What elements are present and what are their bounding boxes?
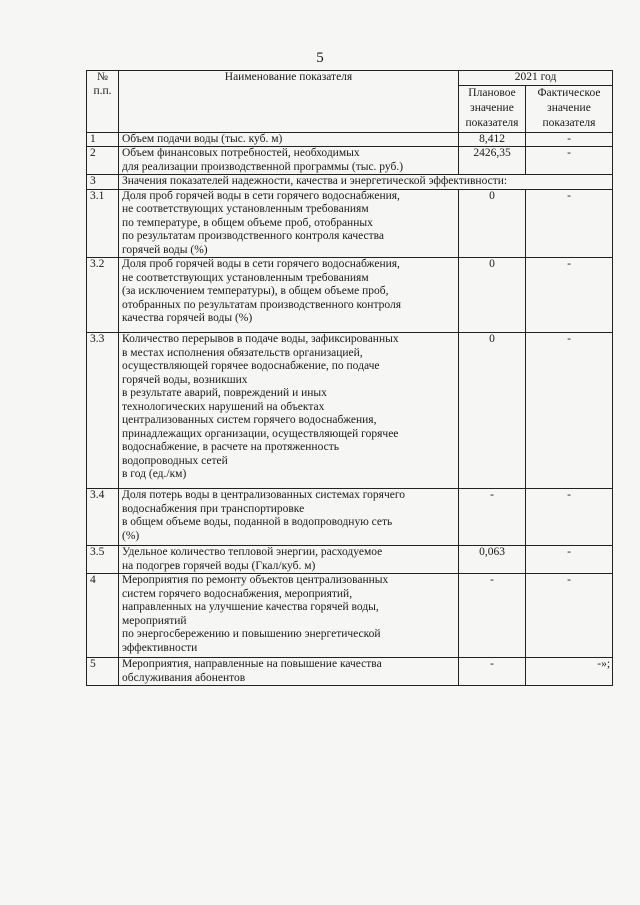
table-row	[87, 132, 613, 147]
row-indicator-name: Объем подачи воды (тыс. куб. м)	[119, 132, 459, 147]
row-number: 3.3	[87, 333, 119, 489]
row-number: 3	[87, 175, 119, 190]
row-number: 4	[87, 574, 119, 658]
row-planned-value: 0	[459, 258, 526, 333]
row-indicator-name: Доля потерь воды в централизованных системах горячего водоснабжения при транспортировке в общем объеме воды, поданной в водопроводную сеть (%)	[119, 489, 459, 546]
row-actual-value: -	[526, 333, 613, 489]
header-num: № п.п.	[87, 71, 119, 133]
row-actual-value: -»;	[526, 658, 613, 686]
table-row	[87, 258, 613, 333]
row-actual-value: -	[526, 546, 613, 574]
row-number: 3.5	[87, 546, 119, 574]
row-indicator-name: Мероприятия, направленные на повышение качества обслуживания абонентов	[119, 658, 459, 686]
row-indicator-name: Удельное количество тепловой энергии, расходуемое на подогрев горячей воды (Гкал/куб. м)	[119, 546, 459, 574]
header-name: Наименование показателя	[119, 71, 459, 133]
row-indicator-name: Объем финансовых потребностей, необходимых для реализации производственной программы (тыс. руб.)	[119, 147, 459, 175]
header-year: 2021 год	[459, 71, 613, 86]
row-indicator-name: Доля проб горячей воды в сети горячего водоснабжения, не соответствующих установленным требованиям (за исключением температуры), в общем объеме проб, отобранных по результатам производственного контроля качества горячей воды (%)	[119, 258, 459, 333]
row-number: 2	[87, 147, 119, 175]
row-planned-value: 0	[459, 333, 526, 489]
header-planned: Плановое значение показателя	[459, 85, 526, 132]
row-planned-value: -	[459, 489, 526, 546]
indicators-table	[86, 70, 613, 686]
row-number: 3.4	[87, 489, 119, 546]
row-indicator-name: Количество перерывов в подаче воды, зафиксированных в местах исполнения обязательств организацией, осуществляющей горячее водоснабжение, по подаче горячей воды, возникших в результате аварий, повреждений и иных технологических нарушений на объектах централизованных систем горячего водоснабжения, принадлежащих организации, осуществляющей горячее водоснабжение, в расчете на протяженность водопроводных сетей в год (ед./км)	[119, 333, 459, 489]
header-row	[87, 71, 613, 86]
row-indicator-name: Доля проб горячей воды в сети горячего водоснабжения, не соответствующих установленным требованиям по температуре, в общем объеме проб, отобранных по результатам производственного контроля качества горячей воды (%)	[119, 189, 459, 258]
table-row	[87, 574, 613, 658]
table-row	[87, 489, 613, 546]
row-indicator-name: Значения показателей надежности, качества и энергетической эффективности:	[119, 175, 613, 190]
table-row	[87, 175, 613, 190]
row-actual-value: -	[526, 189, 613, 258]
row-actual-value: -	[526, 132, 613, 147]
table-row	[87, 189, 613, 258]
row-number: 1	[87, 132, 119, 147]
table-row	[87, 147, 613, 175]
table-row	[87, 658, 613, 686]
row-actual-value: -	[526, 574, 613, 658]
row-planned-value: 8,412	[459, 132, 526, 147]
row-planned-value: 0	[459, 189, 526, 258]
table-row	[87, 333, 613, 489]
row-number: 3.1	[87, 189, 119, 258]
page-number: 5	[316, 50, 324, 66]
row-number: 5	[87, 658, 119, 686]
table-row	[87, 546, 613, 574]
row-actual-value: -	[526, 489, 613, 546]
row-planned-value: 2426,35	[459, 147, 526, 175]
header-actual: Фактическое значение показателя	[526, 85, 613, 132]
row-planned-value: -	[459, 658, 526, 686]
row-planned-value: -	[459, 574, 526, 658]
row-actual-value: -	[526, 258, 613, 333]
row-planned-value: 0,063	[459, 546, 526, 574]
row-indicator-name: Мероприятия по ремонту объектов централизованных систем горячего водоснабжения, мероприятий, направленных на улучшение качества горячей воды, мероприятий по энергосбережению и повышению энергетической эффективности	[119, 574, 459, 658]
row-number: 3.2	[87, 258, 119, 333]
row-actual-value: -	[526, 147, 613, 175]
